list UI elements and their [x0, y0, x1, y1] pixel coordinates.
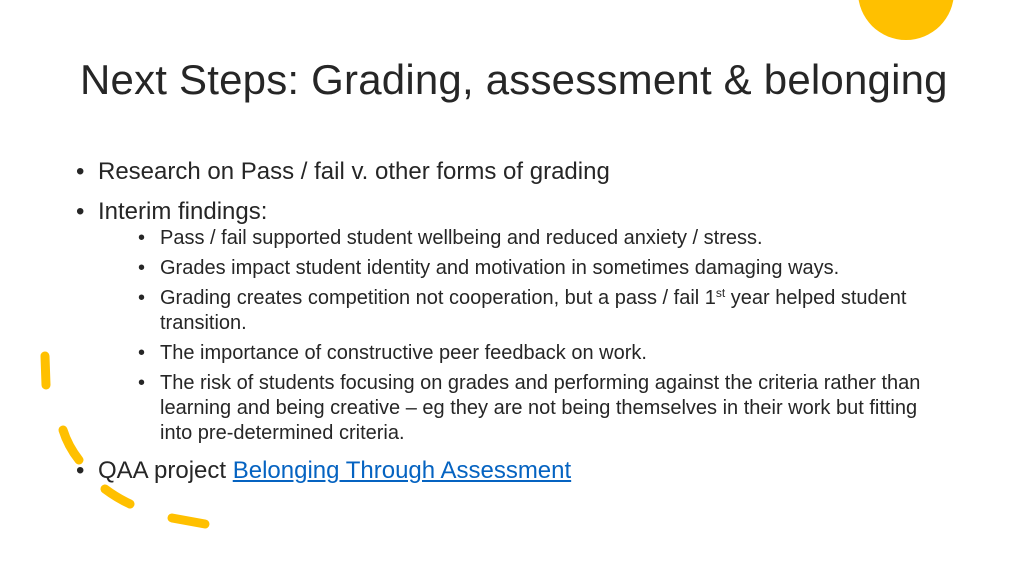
finding-item: • The importance of constructive peer feedback on work. [122, 341, 954, 366]
bullet-research: • Research on Pass / fail v. other forms of grading [74, 152, 954, 192]
bullet-interim-findings: • Interim findings: • Pass / fail supported student wellbeing and reduced anxiety / stress. • Grades impact student identity and motivation in sometimes damaging ways. • Grading creates competition not cooperation, but a pass / fail 1st year helped student transition. • The importance of constructive peer feedback on work. • The risk of students focusing on grades and performing against the criteria rather than learning and being creative – eg they are not being themselves in their work but fitting into pre-determined criteria. [74, 192, 954, 446]
belonging-through-assessment-link[interactable]: Belonging Through Assessment [232, 457, 572, 484]
finding-item: • Grades impact student identity and motivation in sometimes damaging ways. [122, 256, 954, 281]
findings-sublist [98, 226, 954, 446]
bullet-qaa-project: • QAA project Belonging Through Assessment [74, 451, 954, 491]
superscript-st: st [715, 286, 726, 300]
finding-item: • The risk of students focusing on grades and performing against the criteria rather than learning and being creative – eg they are not being themselves in their work but fitting into pre-determined criteria. [122, 371, 954, 446]
slide-content [74, 152, 954, 491]
finding-item: • Pass / fail supported student wellbeing and reduced anxiety / stress. [122, 226, 954, 251]
bullet-list [74, 152, 954, 491]
slide-title: Next Steps: Grading, assessment & belonging [80, 56, 948, 103]
finding-item: • Grading creates competition not cooperation, but a pass / fail 1st year helped student transition. [122, 286, 954, 336]
decorative-yellow-circle [858, 0, 954, 40]
